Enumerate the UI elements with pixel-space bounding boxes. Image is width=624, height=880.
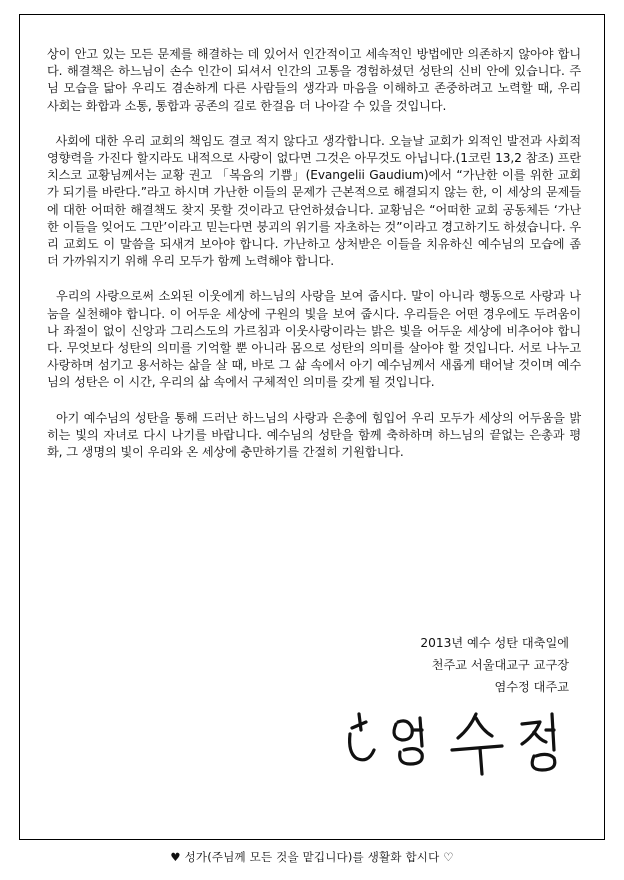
signoff-date: 2013년 예수 성탄 대축일에 [420, 636, 569, 650]
signoff-name: 염수정 대주교 [494, 680, 569, 694]
letter-paragraph-4: 아기 예수님의 성탄을 통해 드러난 하느님의 사랑과 은총에 힘입어 우리 모두가 세상의 어두움을 밝히는 빛의 자녀로 다시 나기를 바랍니다. 예수님의 성탄을 함께 축하하며 하느님의 끝없는 은총과 평화, 그 생명의 빛이 우리와 온 세상에 충만하기를 간절히 기원합니다. [47, 410, 581, 460]
signoff-title: 천주교 서울대교구 교구장 [431, 658, 569, 672]
letter-paragraph-2: 사회에 대한 우리 교회의 책임도 결코 적지 않다고 생각합니다. 오늘날 교회가 외적인 발전과 사회적 영향력을 가진다 할지라도 내적으로 사랑이 없다면 그것은 아무것도 아닙니다.(1코린 13,2 참조) 프란치스코 교황님께서는 교황 권고 「복음의 기쁨」(Evangelii Gaudium)에서 “가난한 이를 위한 교회가 되기를 바란다.”라고 하시며 가난한 이들의 문제가 근본적으로 해결되지 않는 한, 이 세상의 문제들에 대한 어떠한 해결책도 찾지 못할 것이라고 단언하셨습니다. 교황님은 “어떠한 교회 공동체든 ‘가난한 이들을 잊어도 그만’이라고 믿는다면 붕괴의 위기를 자초하는 것”이라고 경고하기도 하셨습니다. 우리 교회도 이 말씀을 되새겨 보아야 합니다. 가난하고 상처받은 이들을 치유하신 예수님의 모습에 좀 더 가까워지기 위해 우리 모두가 함께 노력해야 합니다. [47, 133, 585, 269]
letter-body [47, 46, 585, 461]
handwritten-signature [330, 700, 580, 780]
letter-paragraph-3: 우리의 사랑으로써 소외된 이웃에게 하느님의 사랑을 보여 줍시다. 말이 아니라 행동으로 사랑과 나눔을 실천해야 합니다. 이 어두운 세상에 구원의 빛을 보여 줍시다. 우리들은 어떤 경우에도 두려움이나 좌절이 없이 신앙과 그리스도의 가르침과 이웃사랑이라는 밝은 빛을 어두운 세상에 비추어야 합니다. 무엇보다 성탄의 의미를 기억할 뿐 아니라 몸으로 성탄의 의미를 살아야 할 것입니다. 서로 나누고 사랑하며 섬기고 용서하는 삶을 살 때, 바로 그 삶 속에서 아기 예수님께서 새롭게 태어날 것이며 예수님의 성탄은 이 시간, 우리의 삶 속에서 구체적인 의미를 갖게 될 것입니다. [47, 289, 585, 390]
letter-signoff [420, 632, 569, 698]
footer-motto: ♥ 성가(주님께 모든 것을 맡깁니다)를 생활화 합시다 ♡ [170, 850, 454, 864]
letter-paragraph-1: 상이 안고 있는 모든 문제를 해결하는 데 있어서 인간적이고 세속적인 방법에만 의존하지 않아야 합니다. 해결책은 하느님이 손수 인간이 되셔서 인간의 고통을 경험하셨던 성탄의 신비 안에 있습니다. 주님 모습을 닮아 우리도 겸손하게 다른 사람들의 생각과 마음을 이해하고 존중하려고 노력할 때, 우리 사회는 화합과 소통, 통합과 공존의 길로 한걸음 더 나아갈 수 있을 것입니다. [47, 47, 585, 113]
